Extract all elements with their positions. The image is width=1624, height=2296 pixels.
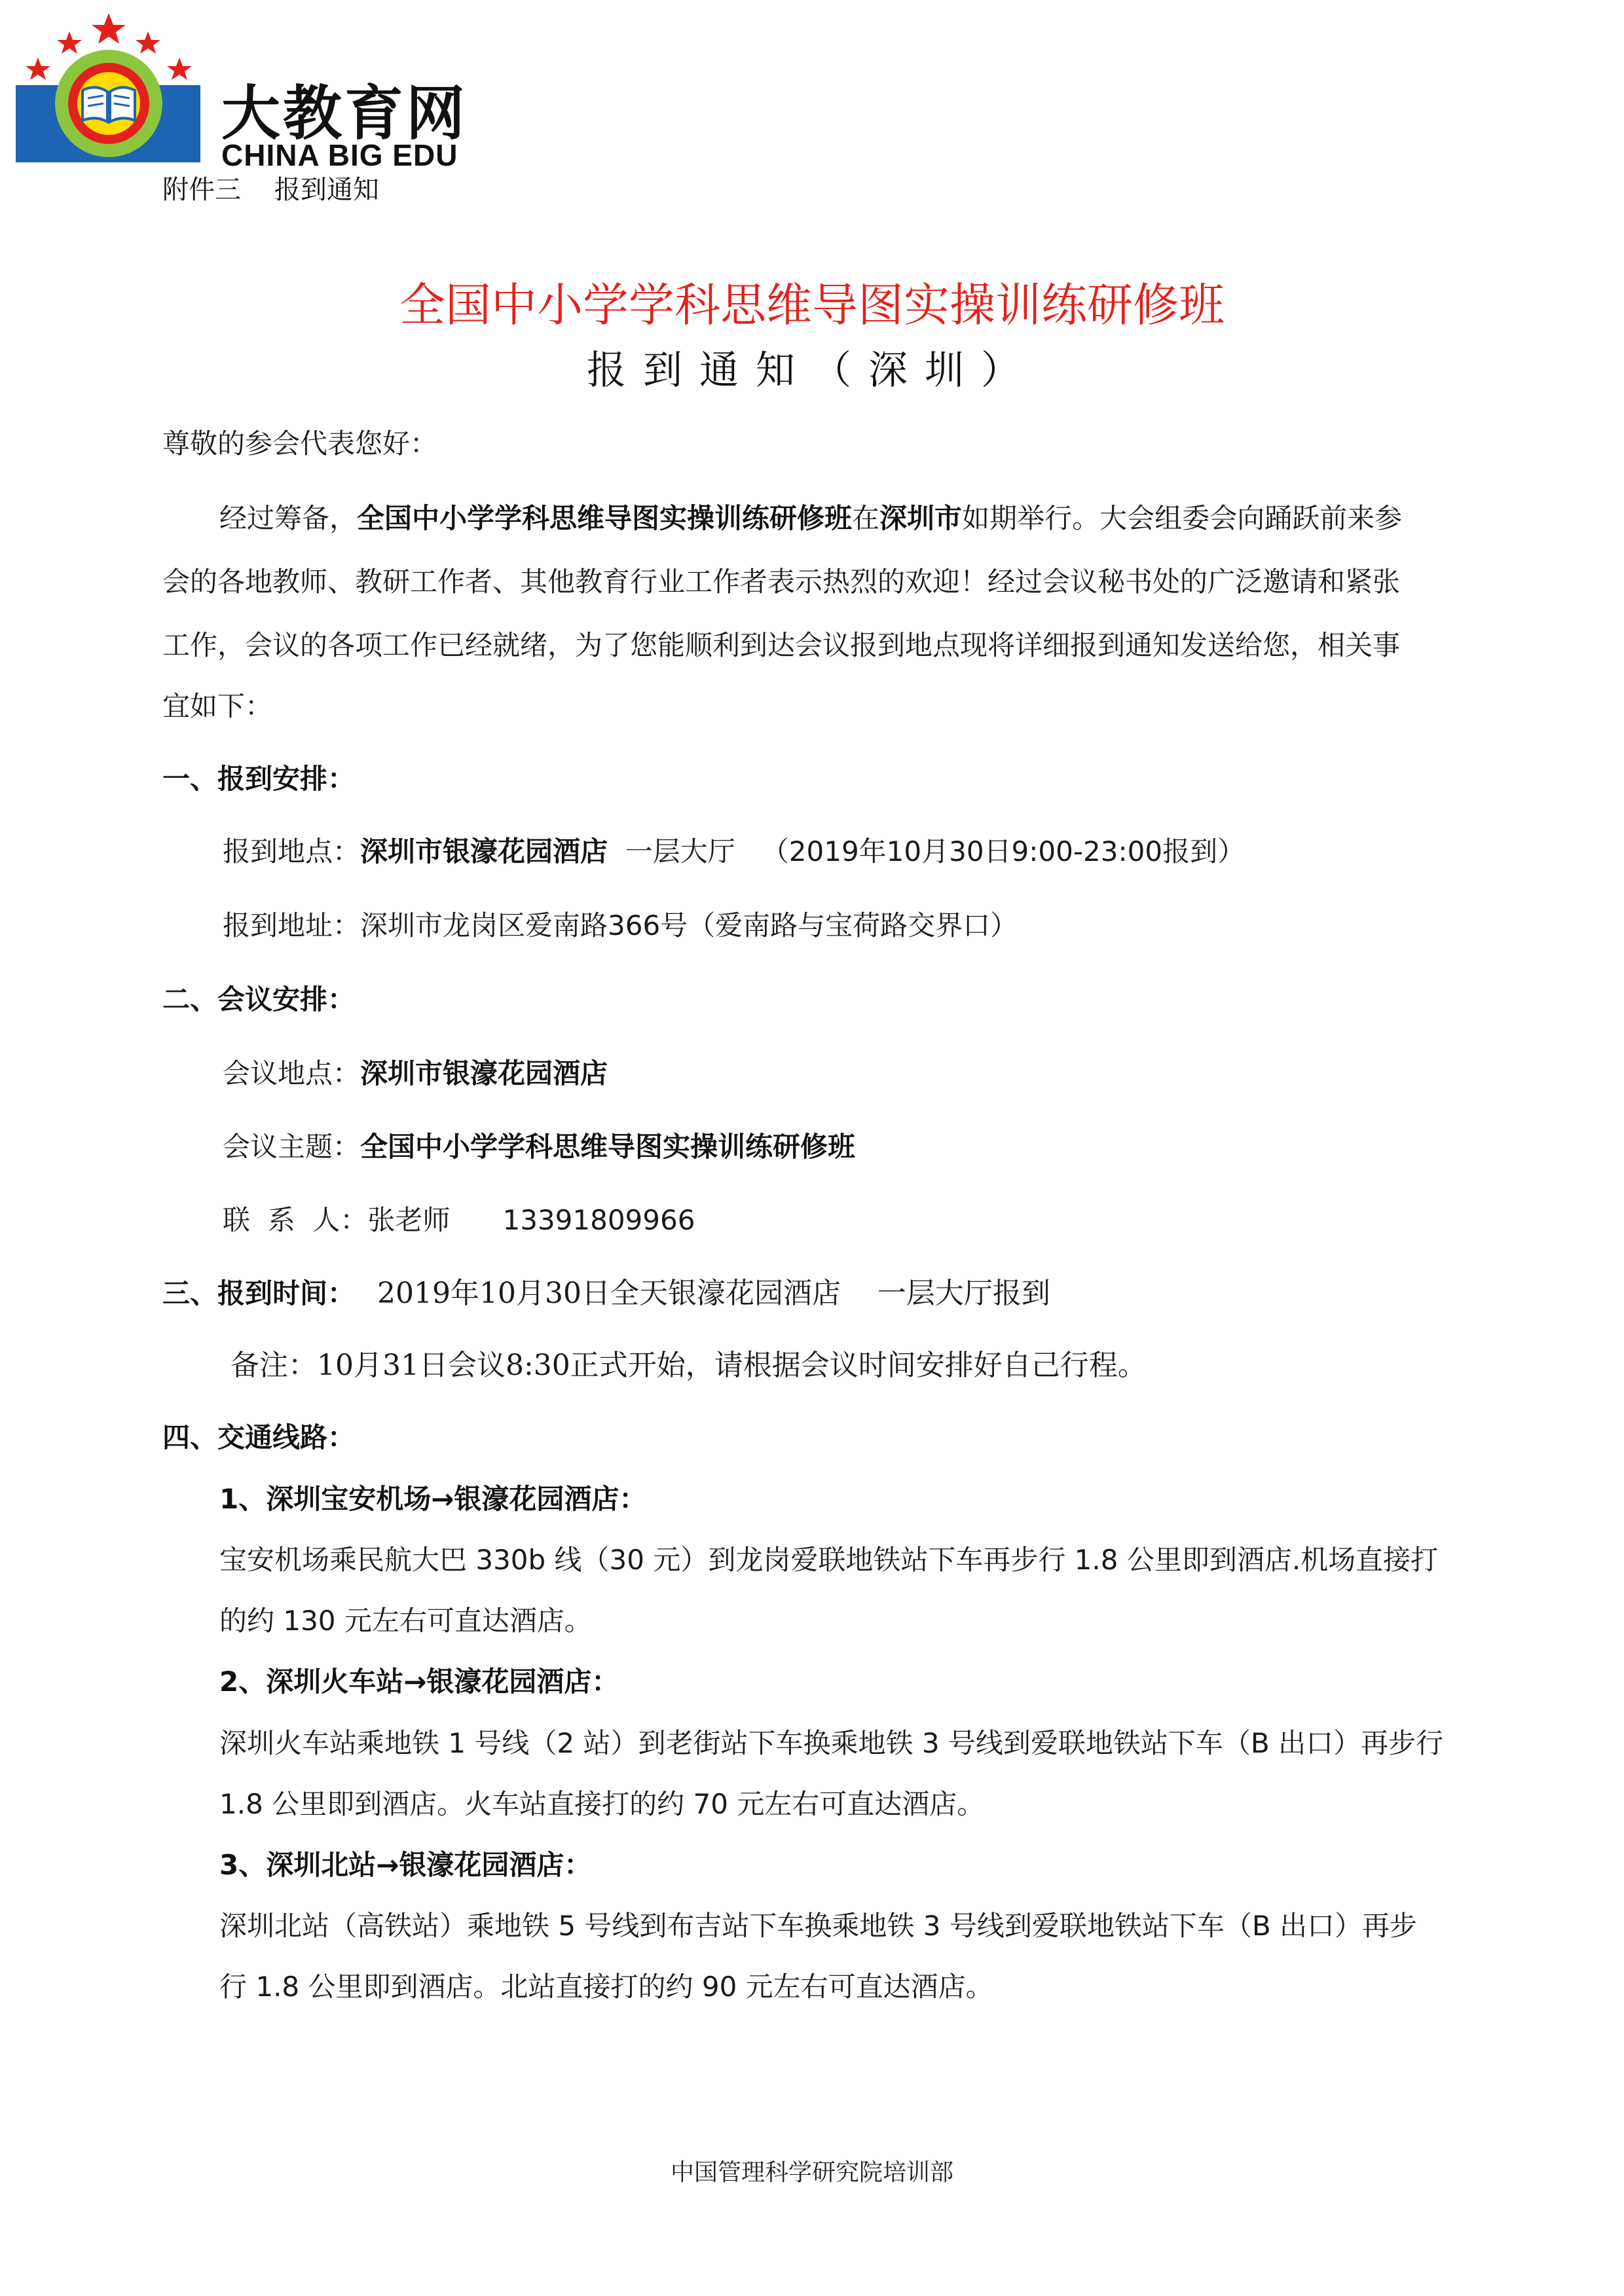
page-subtitle: 报到通知（深圳） (587, 348, 1037, 393)
meeting-contact (223, 1202, 695, 1239)
checkin-place-hall: 一层大厅 (608, 835, 735, 867)
meeting-contact-label: 联 系 人： (223, 1204, 368, 1236)
meeting-venue-label: 会议地点： (223, 1057, 361, 1089)
route-title: 1、深圳宝安机场→银濠花园酒店： (219, 1483, 647, 1515)
checkin-place-label: 报到地点： (223, 835, 361, 867)
route-line: 1.8 公里即到酒店。火车站直接打的约 70 元左右可直达酒店。 (219, 1788, 985, 1820)
intro-line-3: 工作，会议的各项工作已经就绪，为了您能顺利到达会议报到地点现将详细报到通知发送给您，相关事 (162, 629, 1401, 661)
route-title: 3、深圳北站→银濠花园酒店： (219, 1849, 592, 1881)
checkin-time (162, 1275, 1050, 1312)
route-line: 深圳北站（高铁站）乘地铁 5 号线到布吉站下车换乘地铁 3 号线到爱联地铁站下车（B 出口）再步 (219, 1910, 1418, 1942)
page-title: 全国中小学学科思维导图实操训练研修班 (399, 278, 1225, 332)
intro-text: 经过筹备， (219, 502, 358, 534)
footer-organization: 中国管理科学研究院培训部 (670, 2159, 953, 2186)
route-line: 行 1.8 公里即到酒店。北站直接打的约 90 元左右可直达酒店。 (219, 1971, 993, 2003)
section-heading-time: 三、报到时间： (162, 1277, 356, 1309)
route-line: 的约 130 元左右可直达酒店。 (219, 1605, 592, 1637)
meeting-venue-value: 深圳市银濠花园酒店 (360, 1057, 608, 1089)
checkin-address (223, 907, 1018, 944)
meeting-venue (223, 1055, 608, 1092)
checkin-address-label: 报到地址： (223, 909, 361, 941)
route-title: 2、深圳火车站→银濠花园酒店： (219, 1666, 619, 1698)
checkin-time-value: 2019年10月30日全天银濠花园酒店 一层大厅报到 (377, 1277, 1050, 1310)
intro-text: 如期举行。大会组委会向踊跃前来参 (962, 502, 1403, 534)
section-heading-transport: 四、交通线路： (162, 1421, 356, 1453)
logo-name-en: CHINA BIG EDU (221, 138, 458, 172)
checkin-place-time: （2019年10月30日9:00-23:00报到） (735, 835, 1246, 867)
attachment-label: 附件三 报到通知 (162, 175, 379, 205)
checkin-place-value: 深圳市银濠花园酒店 (360, 835, 608, 867)
city-name: 深圳市 (879, 502, 963, 534)
checkin-place (223, 833, 1245, 870)
meeting-theme-label: 会议主题： (223, 1131, 361, 1163)
logo (12, 12, 468, 172)
intro-line-4: 宜如下： (162, 690, 273, 722)
route-line: 深圳火车站乘地铁 1 号线（2 站）到老街站下车换乘地铁 3 号线到爱联地铁站下车（B 出口）再步行 (219, 1727, 1444, 1759)
intro-text: 在 (852, 502, 880, 534)
section-heading-meeting: 二、会议安排： (162, 983, 356, 1015)
meeting-theme-value: 全国中小学学科思维导图实操训练研修班 (360, 1131, 856, 1163)
meeting-contact-value: 张老师 13391809966 (367, 1204, 695, 1236)
intro-line-1 (219, 500, 1402, 537)
meeting-theme (223, 1129, 855, 1165)
greeting: 尊敬的参会代表您好： (162, 428, 438, 460)
checkin-address-value: 深圳市龙岗区爱南路366号（爱南路与宝荷路交界口） (360, 909, 1018, 941)
checkin-note: 备注：10月31日会议8:30正式开始，请根据会议时间安排好自己行程。 (231, 1349, 1147, 1382)
logo-emblem-icon (12, 12, 221, 162)
route-line: 宝安机场乘民航大巴 330b 线（30 元）到龙岗爱联地铁站下车再步行 1.8 公里即到酒店.机场直接打 (219, 1544, 1439, 1576)
event-name: 全国中小学学科思维导图实操训练研修班 (357, 502, 853, 534)
logo-name-cn: 大教育网 (221, 79, 468, 148)
section-heading-checkin: 一、报到安排： (162, 763, 356, 795)
intro-line-2: 会的各地教师、教研工作者、其他教育行业工作者表示热烈的欢迎！经过会议秘书处的广泛邀请和紧张 (162, 566, 1401, 598)
